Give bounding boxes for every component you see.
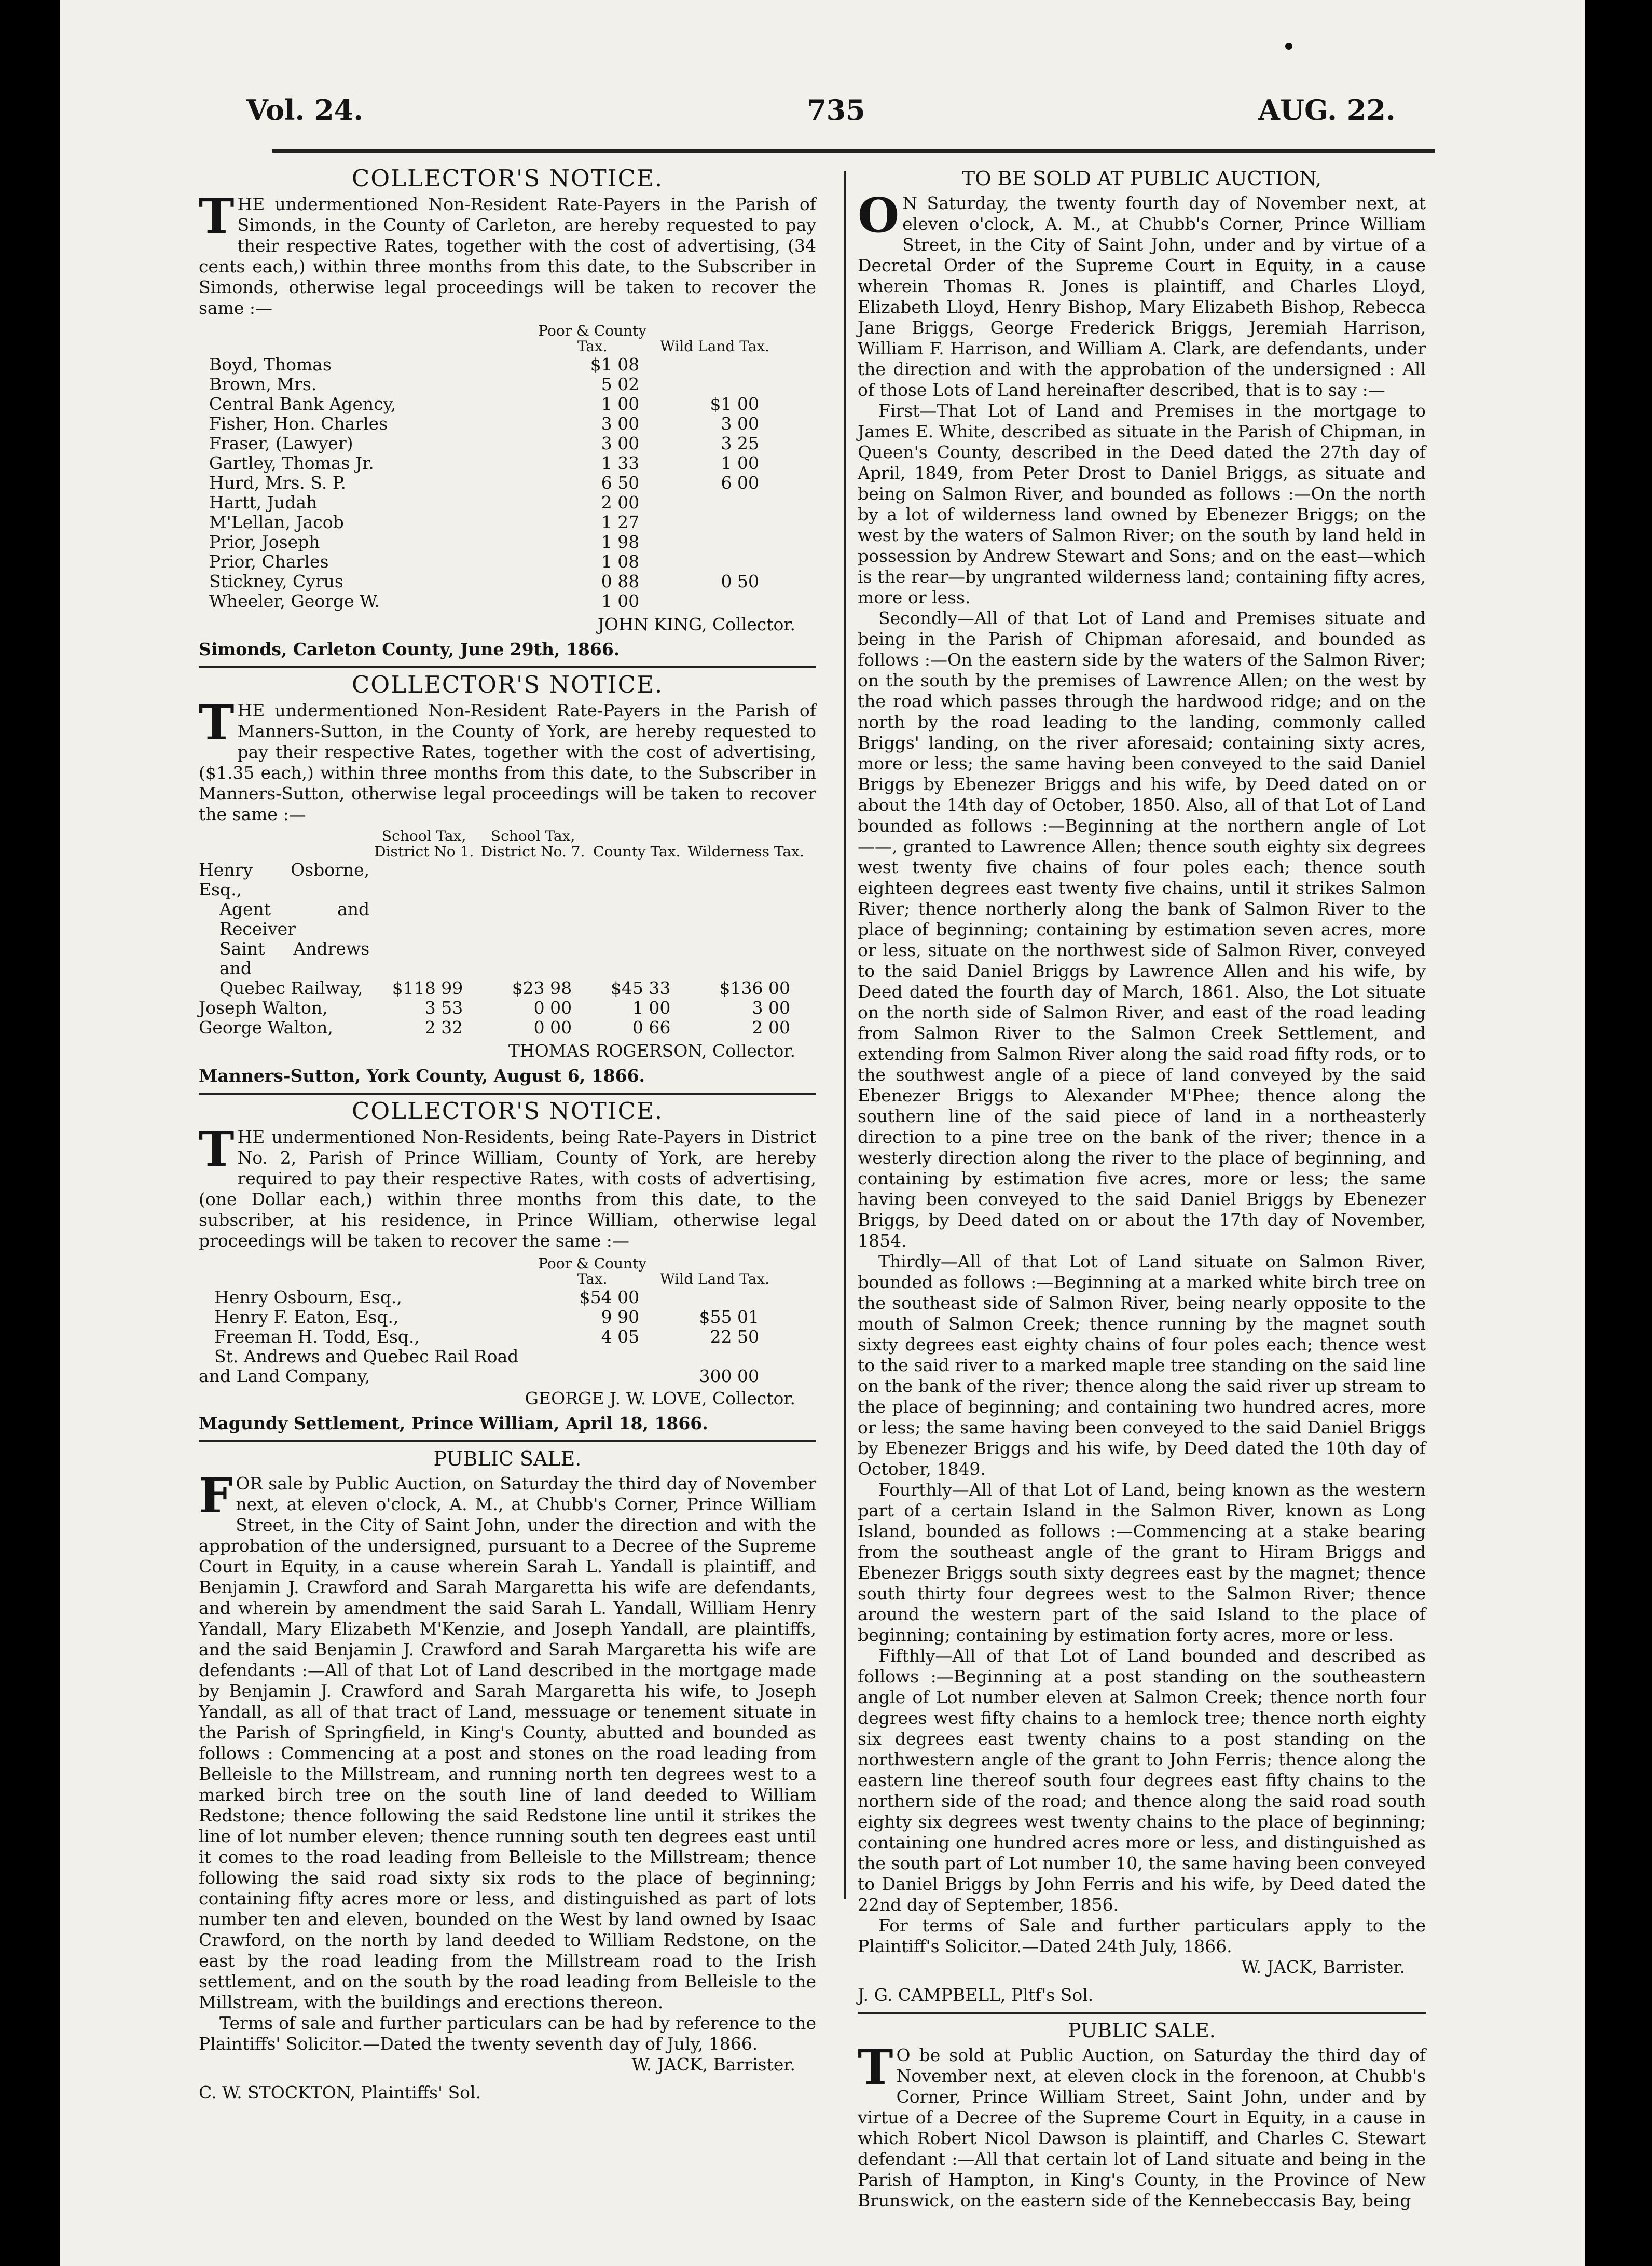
tax-amount: 22 50 [710,1327,759,1347]
drop-cap: T [199,188,235,244]
notice-title: COLLECTOR'S NOTICE. [351,164,664,192]
notice-title: COLLECTOR'S NOTICE. [351,671,664,698]
barrister-signature: W. JACK, Barrister. [1241,1957,1405,1977]
table-row [199,375,775,394]
newspaper-page [60,0,1585,2266]
tax-amount: $136 00 [719,978,790,998]
table-row [199,355,775,375]
ratepayer-name: Saint Andrews and [219,938,370,978]
barrister-signature: W. JACK, Barrister. [631,2054,795,2075]
tax-amount: 1 00 [601,591,640,611]
tax-amount: 0 88 [601,571,640,591]
notice-title: PUBLIC SALE. [1068,2019,1216,2042]
section-rule [858,2012,1426,2014]
tax-amount: 6 50 [601,473,640,493]
tax-amount [686,939,806,978]
tax-amount: 3 53 [424,998,463,1018]
public-auction-chipman [858,168,1426,2006]
solicitor-name: J. G. CAMPBELL, Pltf's Sol. [858,1985,1094,2005]
table-row [199,939,806,978]
dateline: Simonds, Carleton County, June 29th, 1866. [199,639,620,659]
tax-amount [655,552,775,572]
drop-cap: T [199,695,235,751]
ratepayer-name: Prior, Charles [209,551,329,572]
ratepayer-name: Agent and Receiver [219,899,370,939]
ratepayer-name: Wheeler, George W. [209,591,380,611]
lot-first: First—That Lot of Land and Premises in the mortgage to James E. White, described as situate in the Parish of Chipman, in Queen's County, described in the Deed dated the 27th day of April, 1849, from Peter Drost to Daniel Briggs, as situate and being on Salmon River, and bounded as follows :—On the north by a lot of wilderness land owned by Ebenezer Briggs; on the west by the waters of Salmon River; on the south by land held in possession by Andrew Stewart and Sons; and on the east—which is the rear—by ungranted wilderness land; containing fifty acres, more or less. [858,400,1426,607]
tax-amount: $55 01 [699,1307,759,1327]
tax-amount: 2 00 [601,492,640,513]
ratepayer-name: Gartley, Thomas Jr. [209,453,374,473]
tax-amount: $54 00 [579,1287,640,1307]
tax-amount [478,900,587,939]
notice-body: N Saturday, the twenty fourth day of November next, at eleven o'clock, A. M., at Chubb's Corner, Prince William Street, in the City of Saint John, under and by virtue of a Decretal Order of the Supreme Court in Equity, in a cause wherein Thomas R. Jones is plaintiff, and Charles Lloyd, Elizabeth Lloyd, Henry Bishop, Mary Elizabeth Bishop, Rebecca Jane Briggs, George Frederick Briggs, Jeremiah Harrison, William F. Harrison, and William A. Clark, are defendants, under the direction and with the approbation of the undersigned : All of those Lots of Land hereinafter described, that is to say :— [858,193,1426,400]
ratepayer-name: Prior, Joseph [209,532,320,552]
tax-amount: 1 27 [601,512,640,532]
tax-amount: 3 00 [721,413,759,434]
ratepayer-name: Hartt, Judah [209,492,318,513]
tax-amount [530,1347,655,1366]
tax-amount [478,939,587,978]
tax-amount [655,1347,775,1366]
ratepayer-name: Joseph Walton, [199,998,328,1018]
tax-amount: 0 66 [632,1017,671,1038]
collector-signature: JOHN KING, Collector. [597,614,795,634]
table-row [199,860,806,900]
table-row [199,1288,775,1307]
notice-title: COLLECTOR'S NOTICE. [351,1097,664,1125]
tax-amount: $118 99 [392,978,463,998]
notice-body: HE undermentioned Non-Resident Rate-Payers in the Parish of Manners-Sutton, in the County of York, are hereby requested to pay their respective Rates, together with the cost of advertising, ($1.35 each,) within three months from this date, to the Subscriber in Manners-Sutton, otherwise legal proceedings will be taken to recover the same :— [199,700,816,824]
ratepayer-name: Henry F. Eaton, Esq., [214,1307,399,1327]
ratepayer-name: Henry Osbourn, Esq., [214,1287,402,1307]
table-row [199,1366,775,1386]
table-row [199,591,775,611]
ratepayer-name: and Land Company, [199,1366,370,1386]
tax-amount: 1 08 [601,551,640,572]
tax-amount: 6 00 [721,473,759,493]
ratepayer-name: Quebec Railway, [219,978,363,998]
tax-amount: 2 32 [424,1017,463,1038]
ratepayer-name: Fisher, Hon. Charles [209,413,388,434]
tax-amount: 1 33 [601,453,640,473]
page-number: 735 [807,93,865,127]
tax-amount [587,860,686,900]
tax-amount [655,1288,775,1307]
tax-amount: $1 00 [710,394,759,414]
collector-signature: GEORGE J. W. LOVE, Collector. [525,1388,795,1408]
table-row [199,473,775,493]
ratepayer-name: Fraser, (Lawyer) [209,433,353,453]
drop-cap: T [199,1121,235,1177]
tax-amount [655,355,775,375]
table-row [199,552,775,572]
tax-amount: 0 00 [533,998,572,1018]
tax-amount [369,860,478,900]
ink-spot [1285,43,1292,50]
section-rule [199,666,816,668]
tax-amount: 3 00 [601,413,640,434]
column-header: Wild Land Tax. [660,1270,770,1288]
table-row [199,434,775,453]
dateline: Manners-Sutton, York County, August 6, 1866. [199,1066,645,1086]
table-row [199,394,775,414]
tax-amount: 3 00 [601,433,640,453]
left-column [199,165,816,2103]
tax-amount [655,532,775,552]
lot-third: Thirdly—All of that Lot of Land situate on Salmon River, bounded as follows :—Beginning at a marked white birch tree on the southeast side of Salmon River, being nearly opposite to the mouth of Salmon Creek; thence running by the magnet south sixty degrees east eighty chains of four poles each; thence west to the said river to a marked maple tree standing on the said line on the bank of the river; thence along the said river up stream to the place of beginning; and containing two hundred acres, more or less; the same having been conveyed to the said Daniel Briggs by Ebenezer Briggs and his wife, by Deed dated the 10th day of October, 1849. [858,1251,1426,1479]
table-row [199,572,775,591]
column-header: School Tax, District No. 7. [480,827,585,860]
tax-amount: $23 98 [512,978,572,998]
ratepayer-name: Freeman H. Todd, Esq., [214,1327,420,1347]
drop-cap: O [858,187,900,243]
column-header: Wild Land Tax. [660,338,770,355]
sale-terms: For terms of Sale and further particulars apply to the Plaintiff's Solicitor.—Dated 24th July, 1866. [858,1915,1426,1956]
rate-table [199,323,775,611]
tax-amount [369,939,478,978]
tax-amount [686,900,806,939]
solicitor-name: C. W. STOCKTON, Plaintiffs' Sol. [199,2082,481,2103]
tax-amount [369,900,478,939]
lot-fourth: Fourthly—All of that Lot of Land, being known as the western part of a certain Island in the Salmon River, known as Long Island, bounded as follows :—Commencing at a stake bearing from the southeast angle of the grant to Hiram Briggs and Ebenezer Briggs south sixty degrees east by the magnet; thence south thirty four degrees west to the Salmon River; thence around the western part of the said Island to the place of beginning; containing by estimation forty acres, more or less. [858,1480,1426,1645]
tax-amount [478,860,587,900]
ratepayer-name: Hurd, Mrs. S. P. [209,473,346,493]
table-row [199,493,775,513]
ratepayer-name: Boyd, Thomas [209,354,332,375]
tax-amount: 1 98 [601,532,640,552]
tax-amount [587,900,686,939]
collector-notice-prince-william [199,1097,816,1434]
tax-amount: 2 00 [752,1017,790,1038]
table-row [199,414,775,434]
drop-cap: F [199,1468,233,1524]
table-row [199,1327,775,1347]
notice-body: OR sale by Public Auction, on Saturday the third day of November next, at eleven o'clock, A. M., at Chubb's Corner, Prince William Street, in the City of Saint John, under the direction and with the approbation of the undersigned, pursuant to a Decree of the Supreme Court in Equity, in a cause wherein Sarah L. Yandall is plaintiff, and Benjamin J. Crawford and Sarah Margaretta his wife are defendants, and wherein by amendment the said Sarah L. Yandall, William Henry Yandall, Mary Elizabeth M'Kenzie, and Joseph Yandall, are plaintiffs, and the said Benjamin J. Crawford and Sarah Margaretta his wife are defendants :—All of that Lot of Land described in the mortgage made by Benjamin J. Crawford and Sarah Margaretta his wife, to Joseph Yandall, as all of that tract of Land, messuage or tenement situate in the Parish of Springfield, in King's County, abutted and bounded as follows : Commencing at a post and stones on the road leading from Belleisle to the Millstream, and running north ten degrees west to a marked birch tree on the south line of land deeded to William Redstone; thence following the said Redstone line until it strikes the line of lot number eleven; thence running south ten degrees east until it comes to the road leading from Belleisle to the Millstream; thence following the said road sixty six rods to the place of beginning; containing fifty acres more or less, and distinguished as part of lots number ten and eleven, bounded on the West by land owned by Isaac Crawford, on the north by land deeded to William Redstone, on the east by the road leading from the Millstream road to the Irish settlement, and on the south by the road leading from Belleisle to the Millstream, with the buildings and erections thereon. [199,1473,816,2012]
collector-notice-manners-sutton [199,671,816,1086]
section-rule [199,1440,816,1442]
column-header: Wilderness Tax. [687,843,804,860]
header-rule [272,149,1435,153]
table-row [199,513,775,532]
public-sale-springfield [199,1448,816,2103]
table-row [199,1347,775,1366]
table-row [199,1307,775,1327]
tax-amount: 0 50 [721,571,759,591]
rate-table [199,828,806,1038]
notice-body: HE undermentioned Non-Residents, being Rate-Payers in District No. 2, Parish of Prince William, County of York, are hereby required to pay their respective Rates, with costs of advertising, (one Dollar each,) within three months from this date, to the subscriber, at his residence, in Prince William, otherwise legal proceedings will be taken to recover the same :— [199,1127,816,1251]
ratepayer-name: Brown, Mrs. [209,374,317,394]
collector-signature: THOMAS ROGERSON, Collector. [508,1041,795,1061]
tax-amount: 3 00 [752,998,790,1018]
tax-amount: 3 25 [721,433,759,453]
notice-title: TO BE SOLD AT PUBLIC AUCTION, [961,167,1322,190]
tax-amount: $1 08 [590,354,640,375]
table-row [199,998,806,1018]
ratepayer-name: Central Bank Agency, [209,394,396,414]
public-sale-hampton [858,2020,1426,2211]
table-row [199,900,806,939]
column-header: School Tax, District No 1. [374,827,474,860]
ratepayer-name: George Walton, [199,1017,333,1038]
table-row [199,453,775,473]
tax-amount [686,860,806,900]
collector-notice-simonds [199,164,816,660]
tax-amount: 1 00 [721,453,759,473]
tax-amount: 1 00 [601,394,640,414]
tax-amount: 0 00 [533,1017,572,1038]
tax-amount: 5 02 [601,374,640,394]
table-row [199,532,775,552]
tax-amount: 300 00 [699,1366,759,1386]
notice-body: HE undermentioned Non-Resident Rate-Payers in the Parish of Simonds, in the County of Carleton, are hereby requested to pay their respective Rates, together with the cost of advertising, (34 cents each,) within three months from this date, to the Subscriber in Simonds, otherwise legal proceedings will be taken to recover the same :— [199,194,816,318]
column-header: County Tax. [593,843,681,860]
section-rule [199,1093,816,1095]
tax-amount: $45 33 [610,978,671,998]
table-row [199,978,806,998]
tax-amount [655,375,775,394]
tax-amount: 9 90 [601,1307,640,1327]
volume-number: Vol. 24. [246,93,364,127]
column-header: Poor & County Tax. [538,322,647,355]
ratepayer-name: Henry Osborne, Esq., [199,860,370,900]
right-column [858,165,1426,2211]
ratepayer-name: Stickney, Cyrus [209,571,343,591]
tax-amount [655,513,775,532]
ratepayer-name: M'Lellan, Jacob [209,512,344,532]
drop-cap: T [858,2039,893,2095]
rate-table [199,1255,775,1386]
lot-second: Secondly—All of that Lot of Land and Premises situate and being in the Parish of Chipman aforesaid, and bounded as follows :—On the eastern side by the waters of the Salmon River; on the south by the premises of Lawrence Allen; on the west by the road which passes through the hardwood ridge; and on the north by the road leading to the landing, commonly called Briggs' landing, on the river aforesaid; containing sixty acres, more or less; the same having been conveyed to the said Daniel Briggs by Ebenezer Briggs and his wife, by Deed dated on or about the 14th day of October, 1850. Also, all of that Lot of Land bounded as follows :—Beginning at the northern angle of Lot ——, granted to Lawrence Allen; thence south eighty six degrees west twenty five chains of four poles each; thence south eighteen degrees east twenty five chains, until it strikes Salmon River; thence northerly along the bank of Salmon River to the place of beginning; containing by estimation seven acres, more or less, situate on the northwest side of Salmon River, conveyed to the said Daniel Briggs by Lawrence Allen and his wife, by Deed dated the fourth day of March, 1861. Also, the Lot situate on the north side of Salmon River, and east of the road leading from Salmon River to the Salmon Creek Settlement, and extending from Salmon River along the said road fifty rods, or to the southwest angle of a piece of land conveyed by the said Ebenezer Briggs to Alexander M'Phee; thence along the southern line of the said piece of land in a northeasterly direction to a pine tree on the bank of the river; thence in a westerly direction along the river to the place of beginning, and containing by estimation five acres, more or less; the same having been conveyed to the said Daniel Briggs by Ebenezer Briggs, by Deed dated on or about the 17th day of November, 1854. [858,608,1426,1251]
tax-amount: 4 05 [601,1327,640,1347]
tax-amount [655,591,775,611]
tax-amount [530,1366,655,1386]
sale-terms: Terms of sale and further particulars can be had by reference to the Plaintiffs' Solicitor.—Dated the twenty seventh day of July, 1866. [199,2013,816,2054]
ratepayer-name: St. Andrews and Quebec Rail Road [214,1346,519,1366]
tax-amount [655,493,775,513]
notice-title: PUBLIC SALE. [433,1447,582,1470]
issue-date: AUG. 22. [1258,93,1396,127]
column-header: Poor & County Tax. [538,1255,647,1288]
tax-amount: 1 00 [632,998,671,1018]
lot-fifth: Fifthly—All of that Lot of Land bounded and described as follows :—Beginning at a post standing on the southeastern angle of Lot number eleven at Salmon Creek; thence north four degrees west fifty chains to a hemlock tree; thence north eighty six degrees east twenty chains to a post standing on the northwestern angle of the grant to John Ferris; thence along the eastern line thereof south four degrees east fifty chains to the northern side of the road; and thence along the said road south eighty six degrees west twenty chains to the place of beginning; containing one hundred acres more or less, and distinguished as the south part of Lot number 10, the same having been conveyed to Daniel Briggs by John Ferris and his wife, by Deed dated the 22nd day of September, 1856. [858,1646,1426,1915]
column-divider [844,171,846,1899]
table-row [199,1018,806,1038]
dateline: Magundy Settlement, Prince William, April 18, 1866. [199,1413,708,1433]
notice-body: O be sold at Public Auction, on Saturday the third day of November next, at eleven clock in the forenoon, at Chubb's Corner, Prince William Street, Saint John, under and by virtue of a Decree of the Supreme Court in Equity, in a cause in which Robert Nicol Dawson is plaintiff, and Charles C. Stewart defendant :—All that certain lot of Land situate and being in the Parish of Hampton, in King's County, in the Province of New Brunswick, on the eastern side of the Kennebeccasis Bay, being [858,2045,1426,2210]
tax-amount [587,939,686,978]
